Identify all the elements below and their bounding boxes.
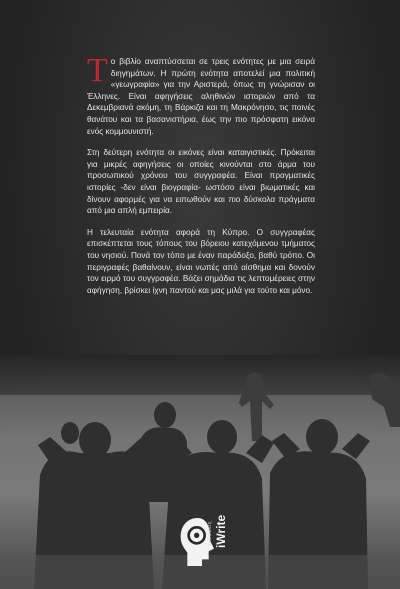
publisher-logo-block	[178, 498, 238, 566]
paragraph-1-body: ο βιβλίο αναπτύσσεται σε τρεις ενότητες με μια σειρά διηγημάτων. Η πρώτη ενότητα αποτελεί μια πολιτική «γεωγραφία» για την Αριστερά, όπως τη γνώρισαν οι Έλληνες. Είναι αφηγήσεις αληθινών ιστοριών από τα Δεκεμβριανά ακόμη, τη Βάρκιζα και τη Μακρόνησο, τις ποινές θανάτου και τα βασανιστήρια, έως την πιο πρόσφατη εικόνα ενός κομμουνιστή.	[87, 57, 315, 136]
paragraph-2: Στη δεύτερη ενότητα οι εικόνες είναι καταιγιστικές. Πρόκειται για μικρές αφηγήσεις οι οποίες κινούνται στο άρμα του προσωπικού χρόνου του συγγραφέα. Είναι πραγματικές ιστορίες -δεν είναι βιογραφία- ωστόσο είναι βιωματικές και δίνουν αφορμές για να ειπωθούν και πιο δύσκολα πράγματα από μια απλή εμπειρία.	[87, 148, 315, 216]
blurb-text	[87, 52, 315, 306]
dropcap-letter: Τ	[87, 52, 108, 89]
publisher-name: iWrite	[214, 514, 228, 548]
paragraph-3: Η τελευταία ενότητα αφορά τη Κύπρο. Ο συγγραφέας επισκέπτεται τους τόπους του βόρειου κατεχόμενου τμήματος του νησιού. Πονά τον τόπο με έναν παράδοξο, βαθύ τρόπο. Οι περιγραφές βαθαίνουν, είναι νωπές από αίσθημα και δονούν τον ειρμό του συγγραφέα. Βάζει σημάδια τις λεπτομέρειες στην αφήγηση, βρίσκει ίχνη παντού και μας μιλά για τούτο και μόνο.	[87, 227, 315, 295]
publisher-label: εκδόσεις	[207, 521, 213, 546]
paragraph-1	[87, 52, 315, 137]
